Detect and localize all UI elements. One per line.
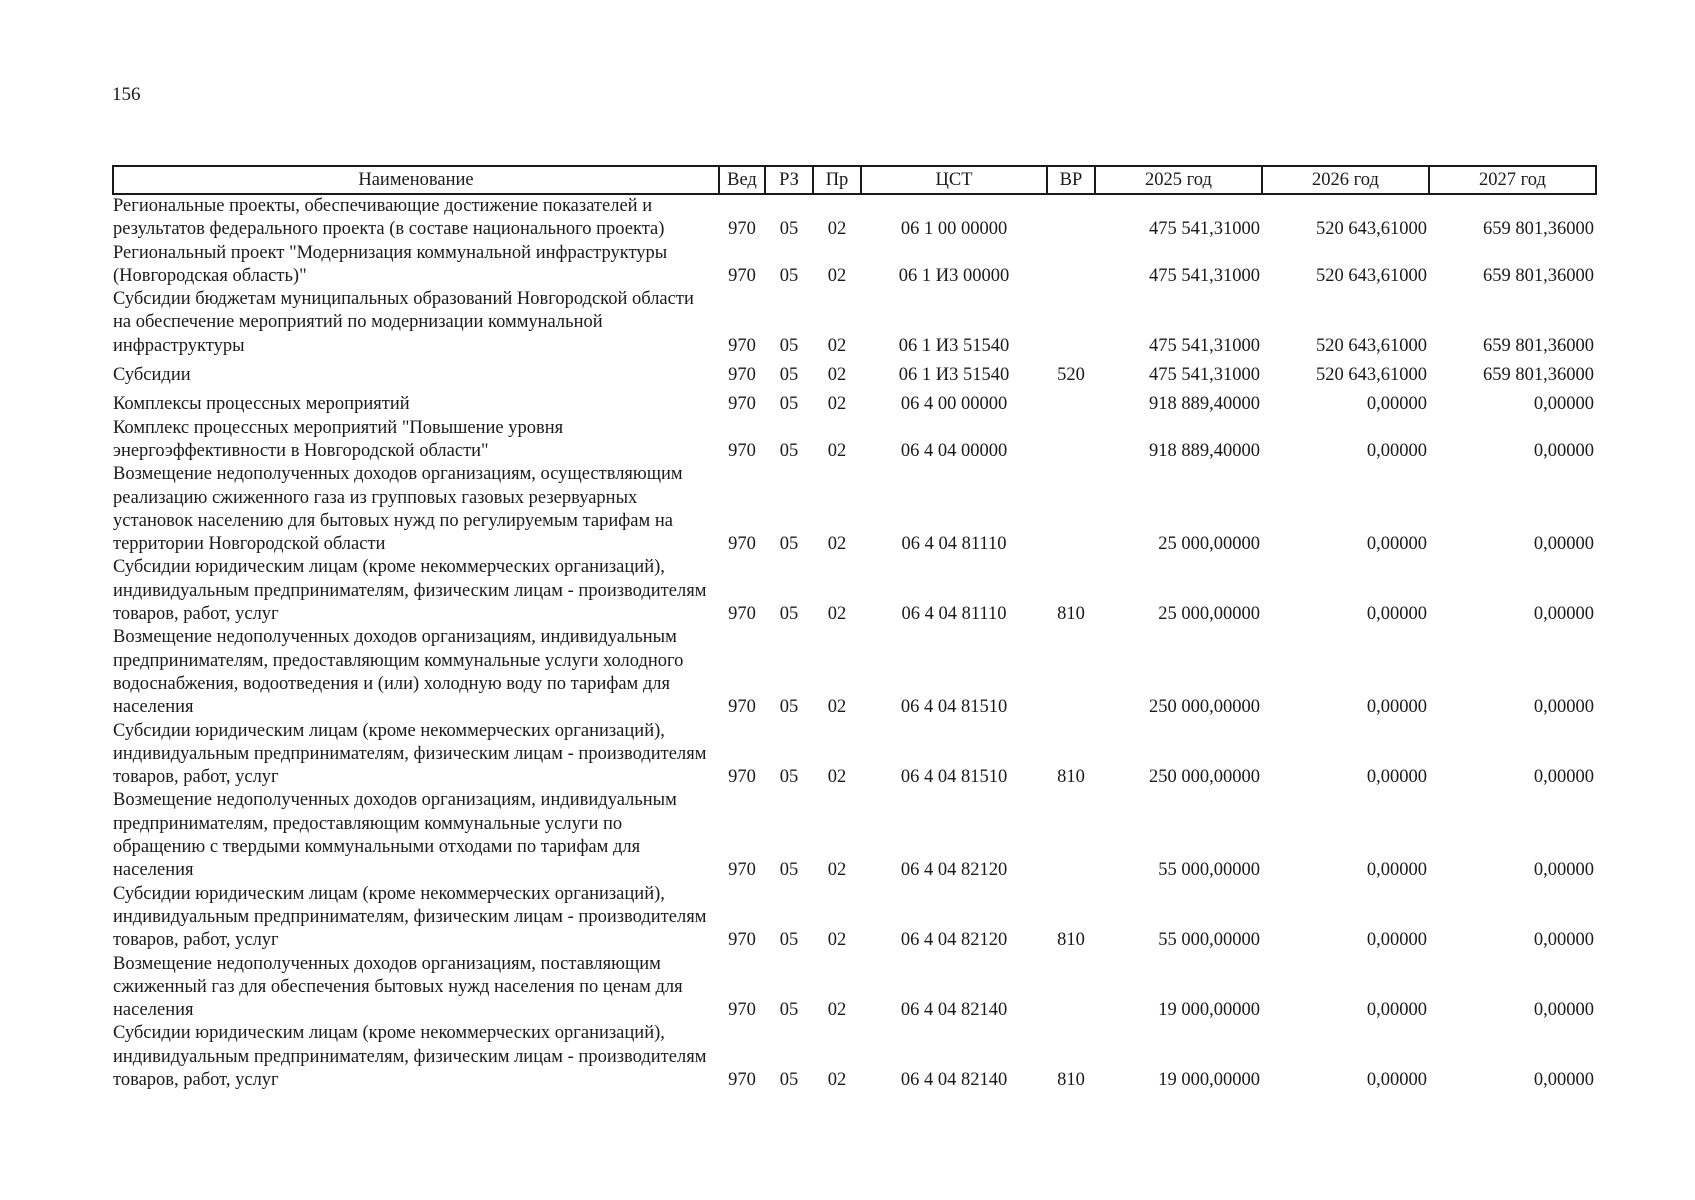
row-vr bbox=[1047, 288, 1095, 358]
row-2026: 0,00000 bbox=[1366, 1000, 1427, 1021]
row-2027: 659 801,36000 bbox=[1483, 335, 1594, 356]
row-ved: 970 bbox=[728, 219, 756, 240]
row-2026: 0,00000 bbox=[1366, 860, 1427, 881]
row-2025: 25 000,00000 bbox=[1158, 534, 1260, 555]
table-row bbox=[113, 883, 1596, 953]
row-2025: 55 000,00000 bbox=[1158, 860, 1260, 881]
row-2025: 475 541,31000 bbox=[1149, 265, 1260, 286]
row-2027: 0,00000 bbox=[1533, 534, 1594, 555]
table-row bbox=[113, 288, 1596, 358]
row-pr: 02 bbox=[827, 860, 847, 881]
table-row bbox=[113, 953, 1596, 1023]
page-number: 156 bbox=[112, 84, 141, 105]
row-name: Субсидии юридическим лицам (кроме некоммерческих организаций), индивидуальным предпринимателям, физическим лицам - производителям товаров, работ, услуг bbox=[113, 883, 707, 951]
row-cst: 06 4 04 81110 bbox=[901, 534, 1007, 555]
row-ved: 970 bbox=[728, 265, 756, 286]
row-cst: 06 4 04 82140 bbox=[900, 1000, 1008, 1021]
table-row bbox=[113, 556, 1596, 626]
table-header-row bbox=[113, 166, 1596, 194]
row-cst: 06 4 04 81510 bbox=[900, 697, 1008, 718]
row-rz: 05 bbox=[779, 394, 799, 415]
row-name: Возмещение недополученных доходов организациям, индивидуальным предпринимателям, предоставляющим коммунальные услуги холодного водоснабжения, водоотведения и (или) холодную воду по тарифам для населения bbox=[113, 627, 684, 718]
table-row bbox=[113, 242, 1596, 289]
header-name: Наименование bbox=[113, 166, 719, 194]
row-ved: 970 bbox=[728, 860, 756, 881]
row-2026: 0,00000 bbox=[1366, 1069, 1427, 1090]
row-name: Комплекс процессных мероприятий "Повышение уровня энергоэффективности в Новгородской области" bbox=[113, 417, 564, 461]
header-2025: 2025 год bbox=[1095, 166, 1262, 194]
row-ved: 970 bbox=[728, 365, 756, 386]
row-name: Возмещение недополученных доходов организациям, поставляющим сжиженный газ для обеспечения бытовых нужд населения по ценам для населения bbox=[113, 953, 683, 1021]
row-2026: 0,00000 bbox=[1366, 604, 1427, 625]
row-name: Субсидии юридическим лицам (кроме некоммерческих организаций), индивидуальным предпринимателям, физическим лицам - производителям товаров, работ, услуг bbox=[113, 720, 707, 788]
row-cst: 06 1 И3 00000 bbox=[898, 265, 1010, 286]
row-2027: 0,00000 bbox=[1533, 860, 1594, 881]
row-cst: 06 4 04 81110 bbox=[901, 604, 1007, 625]
row-ved: 970 bbox=[728, 1069, 756, 1090]
row-2025: 19 000,00000 bbox=[1158, 1000, 1260, 1021]
row-pr: 02 bbox=[827, 697, 847, 718]
row-2025: 19 000,00000 bbox=[1158, 1069, 1260, 1090]
row-2025: 55 000,00000 bbox=[1158, 930, 1260, 951]
row-2027: 0,00000 bbox=[1533, 767, 1594, 788]
row-cst: 06 4 04 00000 bbox=[900, 440, 1008, 461]
row-vr bbox=[1047, 463, 1095, 556]
row-rz: 05 bbox=[779, 697, 799, 718]
row-cst: 06 4 04 82140 bbox=[900, 1069, 1008, 1090]
row-2025: 918 889,40000 bbox=[1149, 394, 1260, 415]
row-vr: 810 bbox=[1057, 930, 1085, 951]
table-row bbox=[113, 1022, 1596, 1092]
row-rz: 05 bbox=[779, 767, 799, 788]
row-ved: 970 bbox=[728, 1000, 756, 1021]
row-cst: 06 4 00 00000 bbox=[900, 394, 1008, 415]
row-2027: 0,00000 bbox=[1533, 697, 1594, 718]
row-ved: 970 bbox=[728, 697, 756, 718]
row-vr bbox=[1047, 789, 1095, 882]
row-2025: 918 889,40000 bbox=[1149, 440, 1260, 461]
row-rz: 05 bbox=[779, 265, 799, 286]
row-2025: 475 541,31000 bbox=[1149, 335, 1260, 356]
table-row bbox=[113, 417, 1596, 464]
header-ved: Вед bbox=[719, 166, 765, 194]
row-2027: 659 801,36000 bbox=[1483, 265, 1594, 286]
header-2026: 2026 год bbox=[1262, 166, 1429, 194]
row-ved: 970 bbox=[728, 604, 756, 625]
row-name: Региональные проекты, обеспечивающие достижение показателей и результатов федерального проекта (в составе национального проекта) bbox=[113, 196, 665, 240]
row-2027: 0,00000 bbox=[1533, 930, 1594, 951]
table-row bbox=[113, 463, 1596, 556]
row-vr bbox=[1047, 194, 1095, 242]
row-rz: 05 bbox=[779, 365, 799, 386]
row-rz: 05 bbox=[779, 1069, 799, 1090]
row-2027: 0,00000 bbox=[1533, 1069, 1594, 1090]
table-row bbox=[113, 626, 1596, 719]
row-name: Комплексы процессных мероприятий bbox=[113, 394, 410, 415]
row-vr: 520 bbox=[1057, 365, 1085, 386]
header-pr: Пр bbox=[813, 166, 861, 194]
row-name: Субсидии юридическим лицам (кроме некоммерческих организаций), индивидуальным предпринимателям, физическим лицам - производителям товаров, работ, услуг bbox=[113, 557, 707, 625]
row-vr bbox=[1047, 626, 1095, 719]
row-vr bbox=[1047, 953, 1095, 1023]
header-vr: ВР bbox=[1047, 166, 1095, 194]
row-2025: 25 000,00000 bbox=[1158, 604, 1260, 625]
row-2027: 0,00000 bbox=[1533, 604, 1594, 625]
row-cst: 06 1 И3 51540 bbox=[898, 365, 1010, 386]
row-pr: 02 bbox=[827, 534, 847, 555]
row-2026: 0,00000 bbox=[1366, 440, 1427, 461]
row-rz: 05 bbox=[779, 440, 799, 461]
row-vr: 810 bbox=[1057, 767, 1085, 788]
table-row bbox=[113, 194, 1596, 242]
row-2025: 475 541,31000 bbox=[1149, 219, 1260, 240]
row-cst: 06 1 00 00000 bbox=[900, 219, 1008, 240]
table-row bbox=[113, 387, 1596, 416]
row-2026: 0,00000 bbox=[1366, 394, 1427, 415]
header-2027: 2027 год bbox=[1429, 166, 1596, 194]
row-ved: 970 bbox=[728, 440, 756, 461]
row-name: Субсидии bbox=[113, 365, 191, 386]
row-2026: 0,00000 bbox=[1366, 930, 1427, 951]
row-pr: 02 bbox=[827, 335, 847, 356]
table-row bbox=[113, 789, 1596, 882]
table-row bbox=[113, 720, 1596, 790]
row-ved: 970 bbox=[728, 335, 756, 356]
row-2027: 0,00000 bbox=[1533, 394, 1594, 415]
row-ved: 970 bbox=[728, 534, 756, 555]
row-2025: 475 541,31000 bbox=[1149, 365, 1260, 386]
row-pr: 02 bbox=[827, 219, 847, 240]
row-vr bbox=[1047, 417, 1095, 464]
row-rz: 05 bbox=[779, 860, 799, 881]
row-name: Региональный проект "Модернизация коммунальной инфраструктуры (Новгородская область)" bbox=[113, 242, 668, 286]
row-rz: 05 bbox=[779, 335, 799, 356]
row-2027: 0,00000 bbox=[1533, 440, 1594, 461]
row-pr: 02 bbox=[827, 604, 847, 625]
row-pr: 02 bbox=[827, 930, 847, 951]
row-pr: 02 bbox=[827, 1069, 847, 1090]
row-2026: 520 643,61000 bbox=[1316, 265, 1427, 286]
table-row bbox=[113, 358, 1596, 387]
row-2027: 659 801,36000 bbox=[1483, 365, 1594, 386]
row-ved: 970 bbox=[728, 930, 756, 951]
row-rz: 05 bbox=[779, 930, 799, 951]
row-2026: 0,00000 bbox=[1366, 697, 1427, 718]
header-rz: РЗ bbox=[765, 166, 813, 194]
row-pr: 02 bbox=[827, 767, 847, 788]
row-vr bbox=[1047, 242, 1095, 289]
row-rz: 05 bbox=[779, 1000, 799, 1021]
row-pr: 02 bbox=[827, 265, 847, 286]
row-2026: 520 643,61000 bbox=[1316, 335, 1427, 356]
row-2027: 0,00000 bbox=[1533, 1000, 1594, 1021]
row-name: Возмещение недополученных доходов организациям, осуществляющим реализацию сжиженного газа из групповых газовых резервуарных установок населению для бытовых нужд по регулируемым тарифам на территории Новгородской области bbox=[113, 464, 683, 555]
row-vr: 810 bbox=[1057, 1069, 1085, 1090]
header-cst: ЦСТ bbox=[861, 166, 1047, 194]
row-2027: 659 801,36000 bbox=[1483, 219, 1594, 240]
row-pr: 02 bbox=[827, 394, 847, 415]
row-2026: 520 643,61000 bbox=[1316, 219, 1427, 240]
row-cst: 06 4 04 82120 bbox=[900, 930, 1008, 951]
row-2026: 0,00000 bbox=[1366, 767, 1427, 788]
row-2025: 250 000,00000 bbox=[1149, 697, 1260, 718]
row-2026: 520 643,61000 bbox=[1316, 365, 1427, 386]
row-pr: 02 bbox=[827, 1000, 847, 1021]
row-vr bbox=[1047, 387, 1095, 416]
budget-table bbox=[112, 165, 1597, 1092]
row-cst: 06 4 04 81510 bbox=[900, 767, 1008, 788]
row-name: Возмещение недополученных доходов организациям, индивидуальным предпринимателям, предоставляющим коммунальные услуги по обращению с твердыми коммунальными отходами по тарифам для населения bbox=[113, 790, 677, 881]
row-rz: 05 bbox=[779, 604, 799, 625]
row-ved: 970 bbox=[728, 767, 756, 788]
row-name: Субсидии юридическим лицам (кроме некоммерческих организаций), индивидуальным предпринимателям, физическим лицам - производителям товаров, работ, услуг bbox=[113, 1023, 707, 1090]
row-cst: 06 4 04 82120 bbox=[900, 860, 1008, 881]
row-rz: 05 bbox=[779, 219, 799, 240]
row-2025: 250 000,00000 bbox=[1149, 767, 1260, 788]
row-name: Субсидии бюджетам муниципальных образований Новгородской области на обеспечение мероприятий по модернизации коммунальной инфраструктуры bbox=[113, 289, 694, 356]
row-rz: 05 bbox=[779, 534, 799, 555]
row-ved: 970 bbox=[728, 394, 756, 415]
row-pr: 02 bbox=[827, 440, 847, 461]
row-pr: 02 bbox=[827, 365, 847, 386]
row-vr: 810 bbox=[1057, 604, 1085, 625]
row-2026: 0,00000 bbox=[1366, 534, 1427, 555]
row-cst: 06 1 И3 51540 bbox=[898, 335, 1010, 356]
